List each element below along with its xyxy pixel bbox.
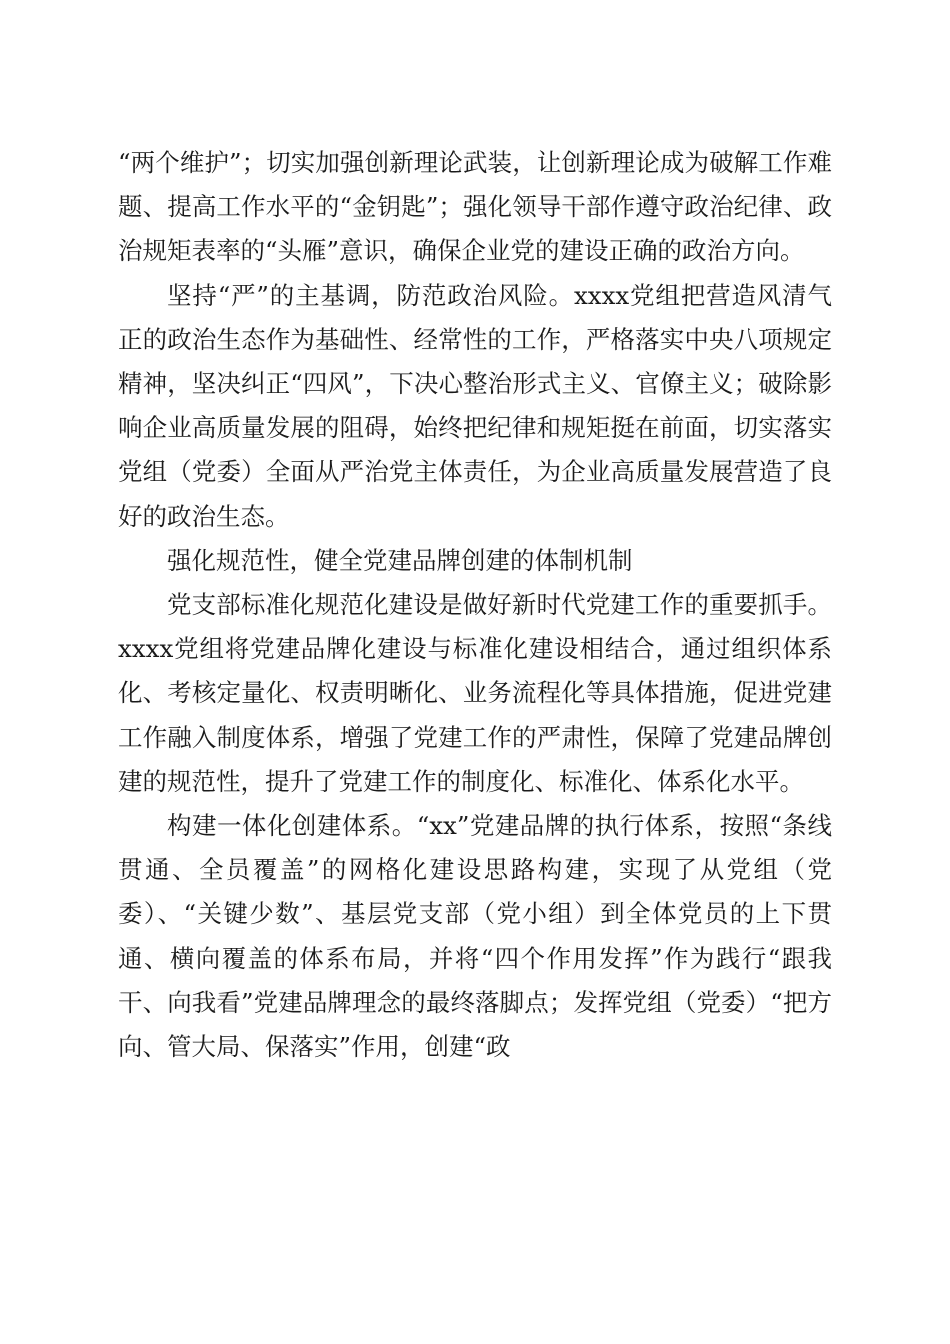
section-heading-standardization: 强化规范性，健全党建品牌创建的体制机制 bbox=[167, 545, 633, 575]
paragraph-continuation: “两个维护”；切实加强创新理论武装，让创新理论成为破解工作难题、提高工作水平的“金钥匙”；强化领导干部作遵守政治纪律、政治规矩表率的“头雁”意识，确保企业党的建设正确的政治方向。 bbox=[118, 148, 832, 266]
paragraph-standardization: 党支部标准化规范化建设是做好新时代党建工作的重要抓手。xxxx党组将党建品牌化建设与标准化建设相结合，通过组织体系化、考核定量化、权责明晰化、业务流程化等具体措施，促进党建工作融入制度体系，增强了党建工作的严肃性，保障了党建品牌创建的规范性，提升了党建工作的制度化、标准化、体系化水平。 bbox=[118, 590, 832, 796]
paragraph-integrated-system: 构建一体化创建体系。“xx”党建品牌的执行体系，按照“条线贯通、全员覆盖”的网格化建设思路构建，实现了从党组（党委）、“关键少数”、基层党支部（党小组）到全体党员的上下贯通、横向覆盖的体系布局，并将“四个作用发挥”作为践行“跟我干、向我看”党建品牌理念的最终落脚点；发挥党组（党委）“把方向、管大局、保落实”作用，创建“政 bbox=[118, 811, 832, 1062]
paragraph-strict-tone: 坚持“严”的主基调，防范政治风险。xxxx党组把营造风清气正的政治生态作为基础性、经常性的工作，严格落实中央八项规定精神，坚决纠正“四风”，下决心整治形式主义、官僚主义；破除影响企业高质量发展的阻碍，始终把纪律和规矩挺在前面，切实落实党组（党委）全面从严治党主体责任，为企业高质量发展营造了良好的政治生态。 bbox=[118, 280, 832, 531]
document-body bbox=[118, 141, 832, 1069]
